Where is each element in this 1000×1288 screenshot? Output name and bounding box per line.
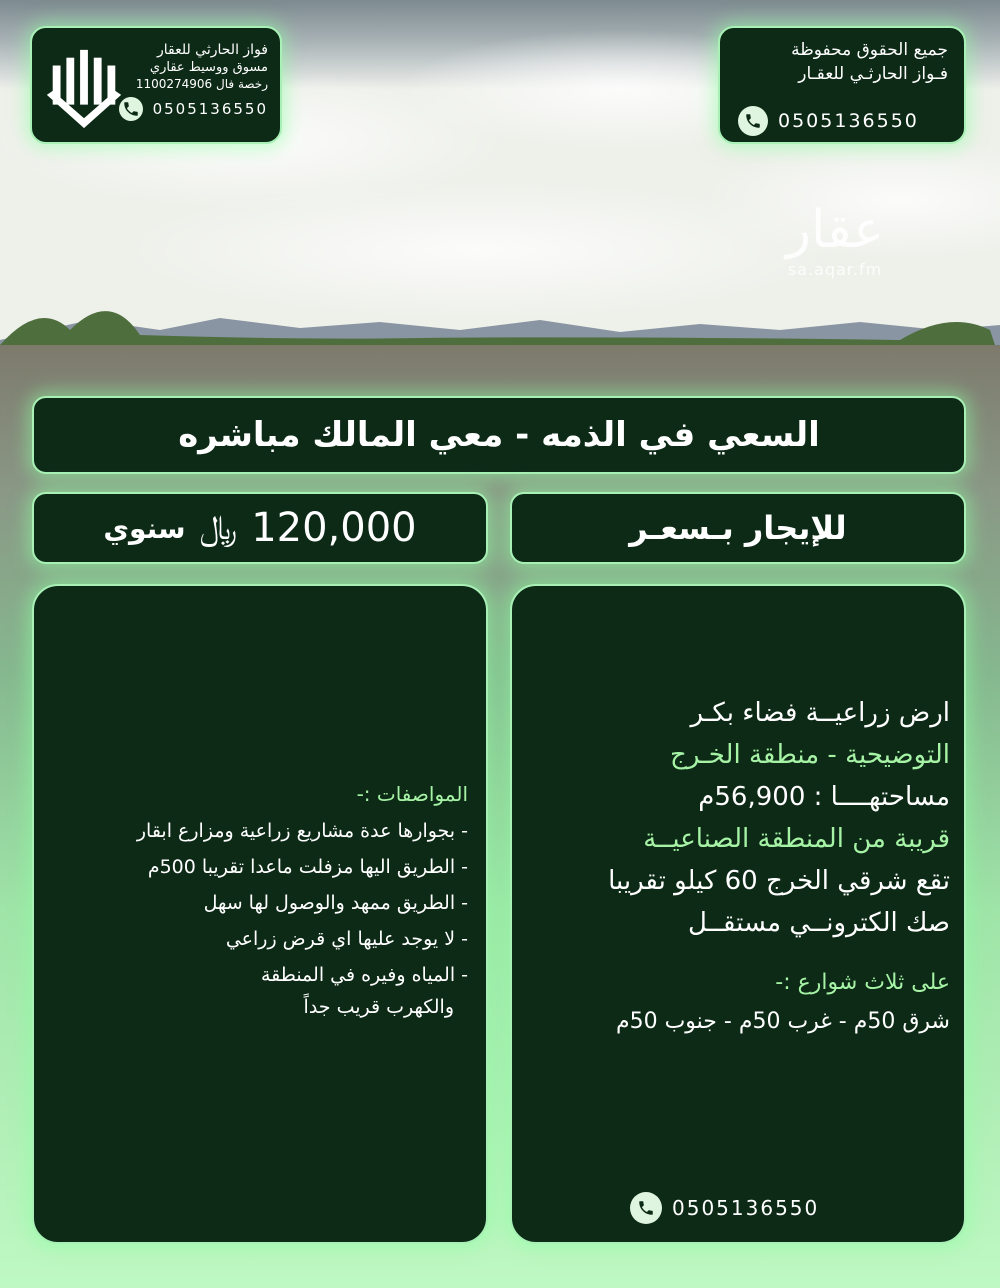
rent-banner xyxy=(510,492,966,564)
rights-phone[interactable]: 0505136550 xyxy=(778,110,919,132)
rights-line2: فـواز الحارثـي للعقـار xyxy=(798,64,948,84)
headline-text: السعي في الذمه - معي المالك مباشره xyxy=(178,415,820,455)
headline-banner xyxy=(32,396,966,474)
phone-icon xyxy=(738,106,768,136)
desc-line: صك الكترونــي مستقــل xyxy=(688,908,950,938)
streets-title: على ثلاث شوارع :- xyxy=(775,970,950,995)
desc-line: التوضيحية - منطقة الخـرج xyxy=(670,740,950,770)
price-banner xyxy=(32,492,488,564)
description-phone[interactable]: 0505136550 xyxy=(672,1196,820,1220)
broker-card xyxy=(30,26,282,144)
phone-icon xyxy=(630,1192,662,1224)
rent-label: للإيجار بـسعـر xyxy=(629,509,847,547)
broker-role: مسوق ووسيط عقاري xyxy=(149,60,268,75)
specs-panel xyxy=(32,584,488,1244)
watermark-brand: عقار xyxy=(785,200,885,260)
watermark-url: sa.aqar.fm xyxy=(787,260,883,279)
rights-card xyxy=(718,26,966,144)
phone-icon xyxy=(119,97,143,121)
building-logo-icon xyxy=(44,44,124,132)
broker-license: رخصة فال 1100274906 xyxy=(135,77,268,91)
broker-name: فواز الحارثي للعقار xyxy=(156,42,268,58)
spec-item: - الطريق ممهد والوصول لها سهل xyxy=(203,892,468,914)
desc-line: ارض زراعيــة فضاء بكـر xyxy=(690,698,950,728)
spec-item: - المياه وفيره في المنطقة xyxy=(260,964,468,986)
desc-line: مساحتهــــا : 56,900م xyxy=(698,782,950,812)
spec-item: - الطريق اليها مزفلت ماعدا تقريبا 500م xyxy=(147,856,468,878)
broker-phone[interactable]: 0505136550 xyxy=(152,100,268,118)
aqar-watermark xyxy=(760,200,910,279)
price-amount: 120,000 xyxy=(251,505,417,551)
spec-item: - بجوارها عدة مشاريع زراعية ومزارع ابقار xyxy=(136,820,468,842)
description-panel xyxy=(510,584,966,1244)
spec-item: - لا يوجد عليها اي قرض زراعي xyxy=(225,928,468,950)
desc-line: قريبة من المنطقة الصناعيــة xyxy=(643,824,950,854)
price-period: سنوي xyxy=(103,511,186,545)
spec-item: والكهرب قريب جداً xyxy=(303,996,454,1018)
riyal-icon: ﷼ xyxy=(199,508,238,548)
desc-line: تقع شرقي الخرج 60 كيلو تقريبا xyxy=(608,866,950,896)
rights-line1: جميع الحقوق محفوظة xyxy=(791,40,948,60)
specs-title: المواصفات :- xyxy=(356,782,468,806)
streets-detail: شرق 50م - غرب 50م - جنوب 50م xyxy=(615,1009,950,1034)
